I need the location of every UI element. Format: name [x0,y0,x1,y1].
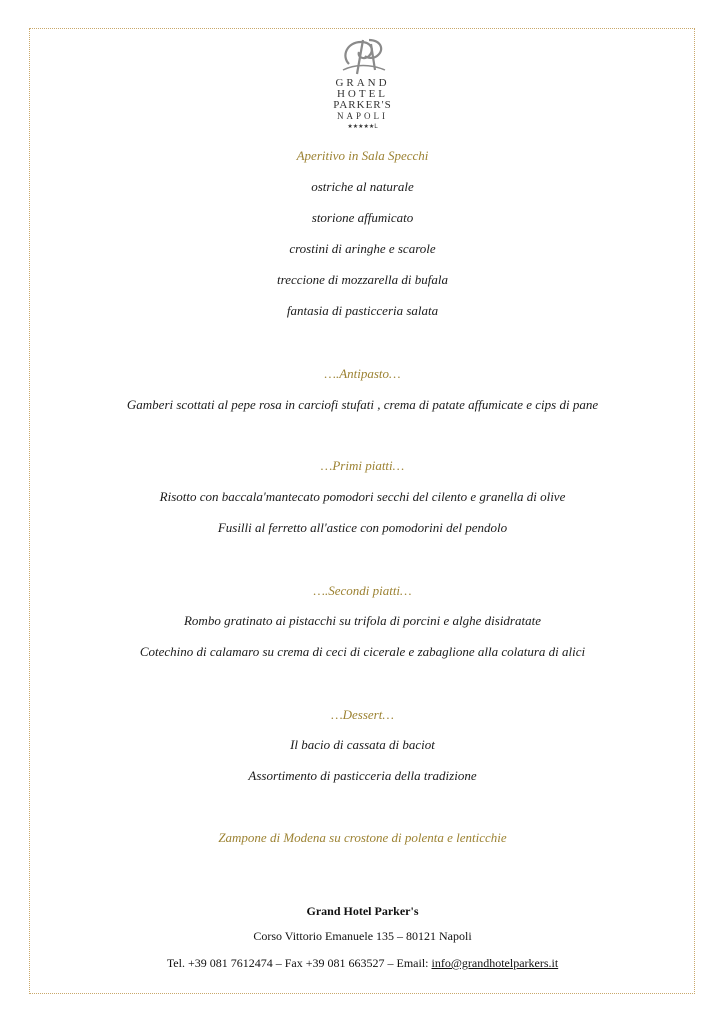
logo-stars: ★★★★★L [347,123,378,130]
heading-dessert: …Dessert… [331,707,394,722]
aperitivo-item: storione affumicato [311,210,414,225]
aperitivo-item: fantasia di pasticceria salata [286,303,439,318]
secondi-item: Rombo gratinato ai pistacchi su trifola di porcini e alghe disidratate [183,613,541,628]
heading-aperitivo: Aperitivo in Sala Specchi [296,148,429,163]
footer-address: Corso Vittorio Emanuele 135 – 80121 Napoli [253,929,472,943]
primi-item: Risotto con baccala'mantecato pomodori secchi del cilento e granella di olive [159,489,566,504]
antipasto-item: Gamberi scottati al pepe rosa in carciofi stufati , crema di patate affumicate e cips di pane [126,397,599,412]
heading-antipasto: ….Antipasto… [324,366,401,381]
primi-item: Fusilli al ferretto all'astice con pomodorini del pendolo [217,520,508,535]
logo-grand: GRAND [335,77,390,89]
page-border [29,28,695,994]
zampone-dish: Zampone di Modena su crostone di polenta e lenticchie [218,830,507,845]
footer-contacts [0,956,725,970]
logo-hotel: HOTEL [336,88,389,100]
dessert-item: Il bacio di cassata di baciot [290,737,435,752]
heading-secondi: ….Secondi piatti… [313,583,412,598]
footer-hotel-name: Grand Hotel Parker's [306,904,419,918]
dessert-item: Assortimento di pasticceria della tradizione [248,768,477,783]
aperitivo-item: crostini di aringhe e scarole [289,241,436,256]
aperitivo-item: treccione di mozzarella di bufala [277,272,448,287]
logo-napoli: NAPOLI [337,111,388,121]
email-link[interactable]: info@grandhotelparkers.it [431,956,559,970]
secondi-item: Cotechino di calamaro su crema di ceci di cicerale e zabaglione alla colatura di alici [139,644,586,659]
aperitivo-item: ostriche al naturale [311,179,414,194]
hotel-logo [0,34,725,131]
footer-contacts-text: Tel. +39 081 7612474 – Fax +39 081 663527 – Email: [166,956,432,970]
monogram-logo-icon [335,34,391,78]
heading-primi: …Primi piatti… [320,458,405,473]
logo-parkers: PARKER'S [333,99,392,111]
